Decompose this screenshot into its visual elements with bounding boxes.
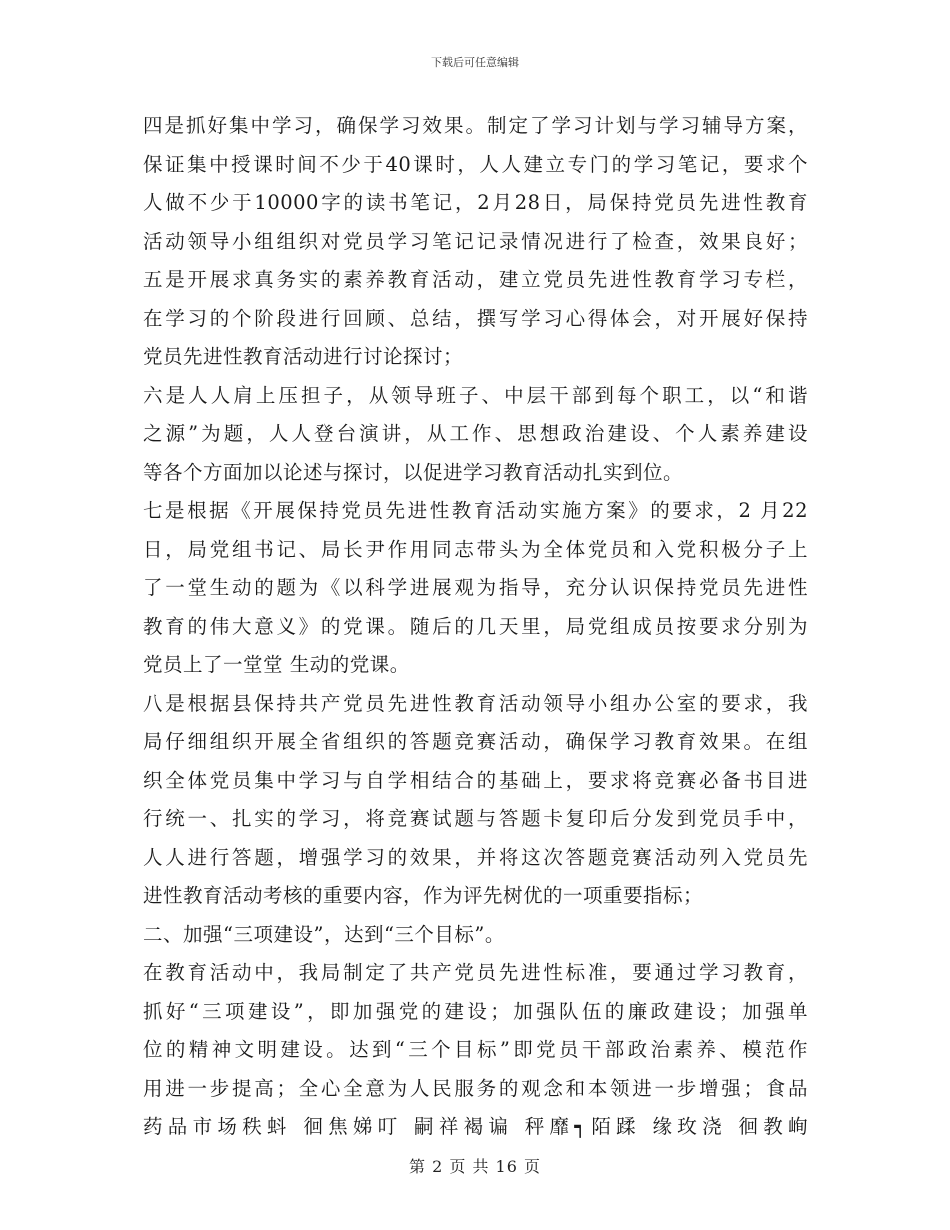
text-line: 八是根据县保持共产党员先进性教育活动领导小组办公室的要求，我 [143, 691, 808, 715]
text-line: 了一堂生动的题为《以科学进展观为指导，充分认识保持党员先进性 [143, 576, 808, 599]
text-line: 六是人人肩上压担子，从领导班子、中层干部到每个职工，以“和谐 [143, 383, 808, 407]
text-line: 药品市场秩蚪 徊焦娣叮 嗣祥褐谝 秤靡┑陌蹂 缘玫浇 徊教峋 [143, 1115, 808, 1138]
text-line: 局仔细组织开展全省组织的答题竞赛活动，确保学习教育效果。在组 [143, 730, 808, 753]
text-line: 七是根据《开展保持党员先进性教育活动实施方案》的要求，2 月22 [143, 499, 808, 522]
text-line: 人人进行答题，增强学习的效果，并将这次答题竞赛活动列入党员先 [143, 845, 808, 869]
text-line: 教育的伟大意义》的党课。随后的几天里，局党组成员按要求分别为 [143, 614, 808, 638]
text-line: 五是开展求真务实的素养教育活动，建立党员先进性教育学习专栏， [143, 268, 808, 291]
text-line: 等各个方面加以论述与探讨，以促进学习教育活动扎实到位。 [143, 460, 684, 484]
text-line: 人做不少于10000字的读书笔记，2月28日，局保持党员先进性教育 [143, 191, 808, 214]
text-line: 在学习的个阶段进行回顾、总结，撰写学习心得体会，对开展好保持 [143, 306, 808, 330]
text-line: 活动领导小组组织对党员学习笔记记录情况进行了检查，效果良好； [143, 229, 808, 253]
text-line: 之源”为题，人人登台演讲，从工作、思想政治建设、个人素养建设 [143, 422, 808, 445]
page-footer: 第 2 页 共 16 页 [409, 1157, 541, 1176]
text-line: 抓好“三项建设”，即加强党的建设；加强队伍的廉政建设；加强单 [143, 999, 808, 1023]
text-line: 进性教育活动考核的重要内容，作为评先树优的一项重要指标； [143, 884, 704, 907]
text-line: 党员上了一堂堂 生动的党课。 [143, 653, 410, 676]
text-line: 保证集中授课时间不少于40课时，人人建立专门的学习笔记，要求个 [143, 152, 808, 176]
page-header: 下载后可任意编辑 [431, 56, 519, 69]
text-line: 四是抓好集中学习，确保学习效果。制定了学习计划与学习辅导方案， [143, 114, 808, 137]
section-heading: 二、加强“三项建设”，达到“三个目标”。 [143, 922, 505, 946]
text-line: 日，局党组书记、局长尹作用同志带头为全体党员和入党积极分子上 [143, 537, 808, 561]
text-line: 织全体党员集中学习与自学相结合的基础上，要求将竞赛必备书目进 [143, 768, 808, 792]
text-line: 在教育活动中，我局制定了共产党员先进性标准，要通过学习教育， [143, 961, 808, 984]
text-line: 用进一步提高；全心全意为人民服务的观念和本领进一步增强；食品 [143, 1076, 808, 1100]
text-line: 党员先进性教育活动进行讨论探讨； [143, 345, 464, 368]
document-body [143, 107, 808, 1147]
text-line: 位的精神文明建设。达到“三个目标”即党员干部政治素养、模范作 [143, 1038, 808, 1061]
text-line: 行统一、扎实的学习，将竞赛试题与答题卡复印后分发到党员手中， [143, 807, 808, 830]
